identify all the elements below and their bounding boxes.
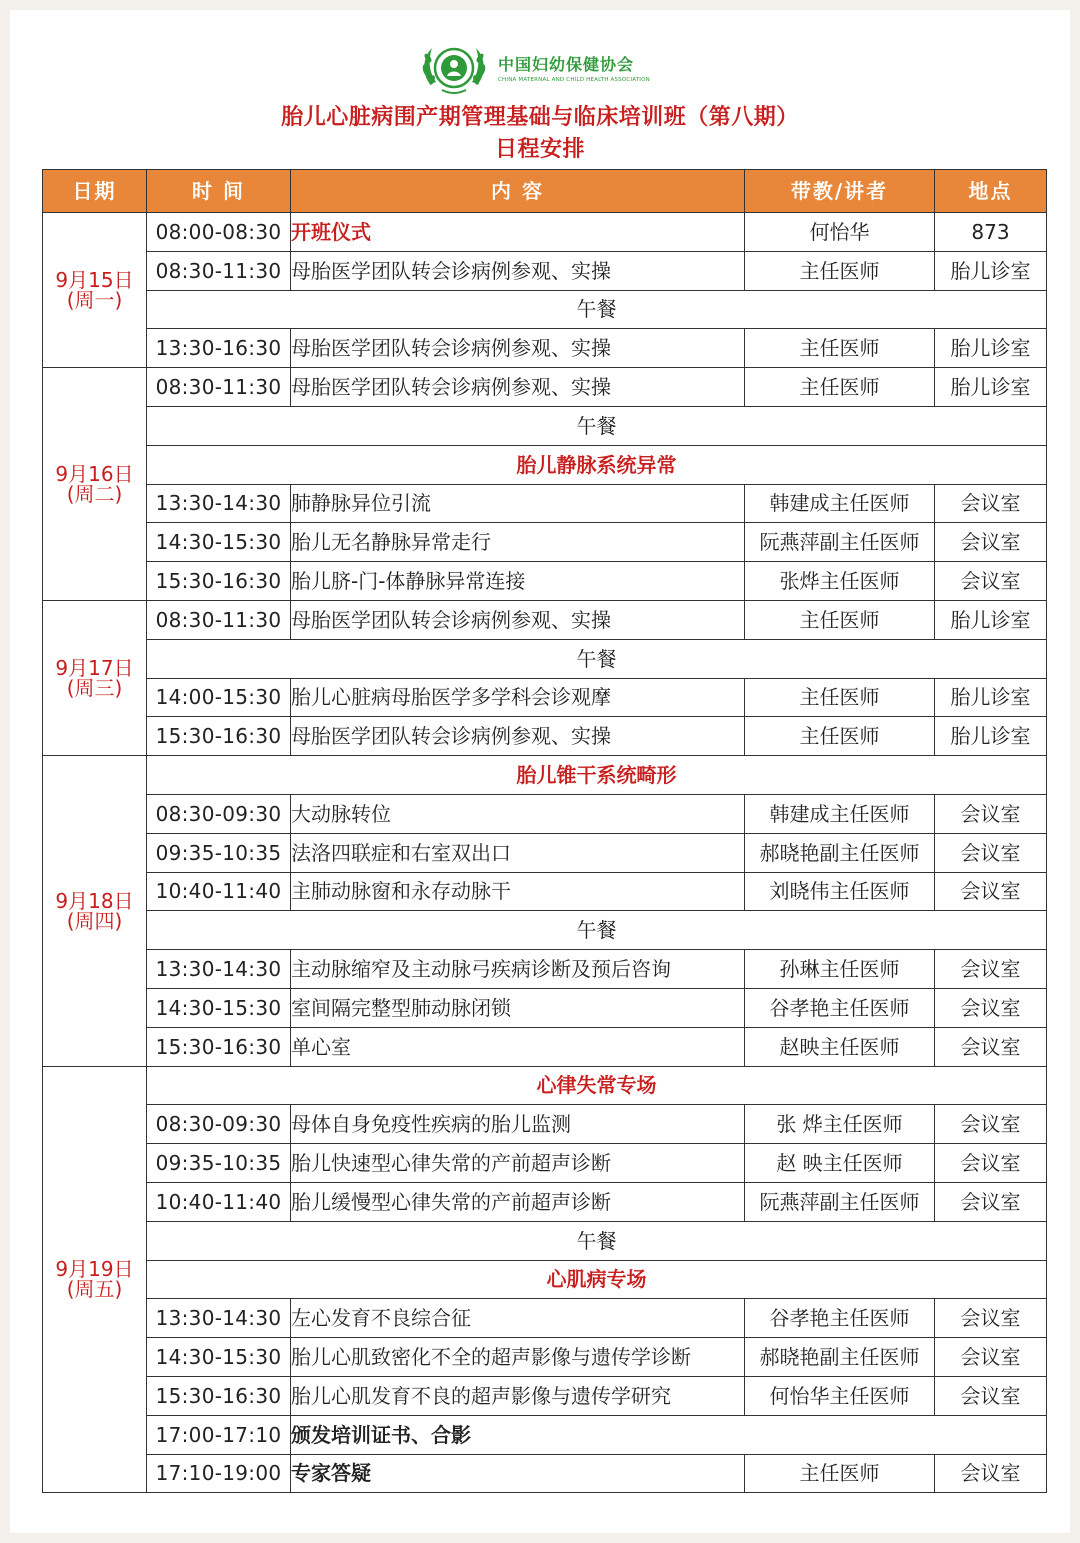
venue-cell: 会议室: [935, 988, 1047, 1027]
table-row: [43, 251, 1047, 290]
table-row: [43, 833, 1047, 872]
weekday-label: (周五): [66, 1277, 123, 1302]
venue-cell: 胎儿诊室: [935, 678, 1047, 717]
date-label: 9月17日: [55, 656, 134, 681]
time-cell: 13:30-14:30: [147, 950, 291, 989]
time-cell: 15:30-16:30: [147, 717, 291, 756]
table-row: [43, 523, 1047, 562]
speaker-cell: 郝晓艳副主任医师: [745, 1338, 935, 1377]
weekday-label: (周三): [66, 676, 123, 701]
table-row: [43, 1182, 1047, 1221]
section-heading: 胎儿静脉系统异常: [147, 445, 1047, 484]
time-cell: 08:30-09:30: [147, 1105, 291, 1144]
table-row: [43, 1027, 1047, 1066]
table-row: [43, 1415, 1047, 1454]
content-cell: 母胎医学团队转会诊病例参观、实操: [291, 251, 745, 290]
table-row: [43, 290, 1047, 329]
column-header-date: 日期: [43, 170, 147, 213]
venue-cell: 会议室: [935, 1144, 1047, 1183]
venue-cell: 胎儿诊室: [935, 251, 1047, 290]
time-cell: 13:30-16:30: [147, 329, 291, 368]
time-cell: 08:30-11:30: [147, 251, 291, 290]
date-label: 9月19日: [55, 1257, 134, 1282]
table-row: [43, 639, 1047, 678]
venue-cell: 会议室: [935, 872, 1047, 911]
page-subtitle: 日程安排: [494, 137, 585, 162]
table-row: [43, 600, 1047, 639]
table-row: [43, 794, 1047, 833]
content-cell: 胎儿心肌发育不良的超声影像与遗传学研究: [291, 1376, 745, 1415]
date-cell: [43, 600, 147, 755]
speaker-cell: 阮燕萍副主任医师: [745, 523, 935, 562]
speaker-cell: 阮燕萍副主任医师: [745, 1182, 935, 1221]
table-row: [43, 872, 1047, 911]
venue-cell: 会议室: [935, 833, 1047, 872]
table-row: [43, 1221, 1047, 1260]
time-cell: 17:10-19:00: [147, 1454, 291, 1493]
speaker-cell: 张 烨主任医师: [745, 1105, 935, 1144]
speaker-cell: 韩建成主任医师: [745, 484, 935, 523]
time-cell: 08:30-11:30: [147, 600, 291, 639]
table-row: [43, 756, 1047, 795]
table-row: [43, 1299, 1047, 1338]
schedule-body: [43, 213, 1047, 1493]
weekday-label: (周四): [66, 908, 123, 933]
venue-cell: 会议室: [935, 1376, 1047, 1415]
table-row: [43, 988, 1047, 1027]
time-cell: 14:30-15:30: [147, 988, 291, 1027]
table-row: [43, 1066, 1047, 1105]
venue-cell: 会议室: [935, 1182, 1047, 1221]
column-header-venue: 地点: [935, 170, 1047, 213]
venue-cell: 会议室: [935, 1105, 1047, 1144]
content-cell: 母体自身免疫性疾病的胎儿监测: [291, 1105, 745, 1144]
time-cell: 09:35-10:35: [147, 833, 291, 872]
section-heading: 胎儿锥干系统畸形: [147, 756, 1047, 795]
time-cell: 08:30-09:30: [147, 794, 291, 833]
column-header-content: 内 容: [291, 170, 745, 213]
content-cell: 母胎医学团队转会诊病例参观、实操: [291, 368, 745, 407]
venue-cell: 会议室: [935, 950, 1047, 989]
time-cell: 14:30-15:30: [147, 1338, 291, 1377]
speaker-cell: 主任医师: [745, 678, 935, 717]
content-cell: 胎儿快速型心律失常的产前超声诊断: [291, 1144, 745, 1183]
time-cell: 15:30-16:30: [147, 1027, 291, 1066]
speaker-cell: 赵 映主任医师: [745, 1144, 935, 1183]
content-cell: 母胎医学团队转会诊病例参观、实操: [291, 600, 745, 639]
schedule-page: [10, 10, 1070, 1533]
date-cell: [43, 213, 147, 368]
venue-cell: 胎儿诊室: [935, 329, 1047, 368]
speaker-cell: 赵映主任医师: [745, 1027, 935, 1066]
date-label: 9月18日: [55, 888, 134, 913]
table-row: [43, 406, 1047, 445]
speaker-cell: 主任医师: [745, 1454, 935, 1493]
logo-text-cn: 中国妇幼保健协会: [498, 55, 635, 74]
table-row: [43, 1144, 1047, 1183]
logo-text-en: CHINA MATERNAL AND CHILD HEALTH ASSOCIATION: [498, 77, 650, 83]
section-heading: 心律失常专场: [147, 1066, 1047, 1105]
content-cell: 母胎医学团队转会诊病例参观、实操: [291, 717, 745, 756]
table-header-row: [43, 170, 1047, 213]
content-cell: 胎儿无名静脉异常走行: [291, 523, 745, 562]
logo-text: [498, 52, 668, 83]
time-cell: 09:35-10:35: [147, 1144, 291, 1183]
table-row: [43, 678, 1047, 717]
content-cell: 专家答疑: [291, 1454, 745, 1493]
schedule-table: [42, 169, 1047, 1493]
speaker-cell: 刘晓伟主任医师: [745, 872, 935, 911]
venue-cell: 会议室: [935, 1299, 1047, 1338]
speaker-cell: 主任医师: [745, 368, 935, 407]
column-header-time: 时 间: [147, 170, 291, 213]
table-row: [43, 1376, 1047, 1415]
content-cell: 单心室: [291, 1027, 745, 1066]
venue-cell: 会议室: [935, 794, 1047, 833]
time-cell: 10:40-11:40: [147, 872, 291, 911]
content-cell: 肺静脉异位引流: [291, 484, 745, 523]
association-emblem-icon: [420, 40, 488, 96]
association-logo: [420, 40, 660, 96]
content-cell: 大动脉转位: [291, 794, 745, 833]
speaker-cell: 何怡华主任医师: [745, 1376, 935, 1415]
venue-cell: 胎儿诊室: [935, 368, 1047, 407]
venue-cell: 873: [935, 213, 1047, 252]
venue-cell: 胎儿诊室: [935, 600, 1047, 639]
date-cell: [43, 1066, 147, 1493]
content-cell: 左心发育不良综合征: [291, 1299, 745, 1338]
table-row: [43, 911, 1047, 950]
speaker-cell: 张烨主任医师: [745, 562, 935, 601]
speaker-cell: 郝晓艳副主任医师: [745, 833, 935, 872]
time-cell: 08:00-08:30: [147, 213, 291, 252]
content-cell: 胎儿心肌致密化不全的超声影像与遗传学诊断: [291, 1338, 745, 1377]
speaker-cell: 孙琳主任医师: [745, 950, 935, 989]
content-cell: 颁发培训证书、合影: [291, 1415, 1047, 1454]
speaker-cell: 主任医师: [745, 251, 935, 290]
date-cell: [43, 368, 147, 601]
content-cell: 主肺动脉窗和永存动脉干: [291, 872, 745, 911]
date-label: 9月15日: [55, 268, 134, 293]
time-cell: 14:00-15:30: [147, 678, 291, 717]
time-cell: 08:30-11:30: [147, 368, 291, 407]
column-header-speaker: 带教/讲者: [745, 170, 935, 213]
section-heading: 心肌病专场: [147, 1260, 1047, 1299]
venue-cell: 会议室: [935, 1027, 1047, 1066]
date-label: 9月16日: [55, 462, 134, 487]
content-cell: 法洛四联症和右室双出口: [291, 833, 745, 872]
venue-cell: 会议室: [935, 1338, 1047, 1377]
lunch-break-cell: 午餐: [147, 639, 1047, 678]
speaker-cell: 主任医师: [745, 600, 935, 639]
lunch-break-cell: 午餐: [147, 406, 1047, 445]
content-cell: 母胎医学团队转会诊病例参观、实操: [291, 329, 745, 368]
lunch-break-cell: 午餐: [147, 911, 1047, 950]
table-row: [43, 213, 1047, 252]
time-cell: 15:30-16:30: [147, 562, 291, 601]
venue-cell: 会议室: [935, 484, 1047, 523]
speaker-cell: 韩建成主任医师: [745, 794, 935, 833]
table-row: [43, 445, 1047, 484]
table-row: [43, 1338, 1047, 1377]
table-row: [43, 1260, 1047, 1299]
time-cell: 10:40-11:40: [147, 1182, 291, 1221]
venue-cell: 胎儿诊室: [935, 717, 1047, 756]
venue-cell: 会议室: [935, 1454, 1047, 1493]
lunch-break-cell: 午餐: [147, 1221, 1047, 1260]
time-cell: 15:30-16:30: [147, 1376, 291, 1415]
time-cell: 17:00-17:10: [147, 1415, 291, 1454]
lunch-break-cell: 午餐: [147, 290, 1047, 329]
page-title: 胎儿心脏病围产期管理基础与临床培训班（第八期）: [281, 105, 799, 130]
page-header: [10, 40, 1070, 170]
content-cell: 开班仪式: [291, 213, 745, 252]
content-cell: 胎儿缓慢型心律失常的产前超声诊断: [291, 1182, 745, 1221]
speaker-cell: 主任医师: [745, 717, 935, 756]
table-row: [43, 562, 1047, 601]
content-cell: 室间隔完整型肺动脉闭锁: [291, 988, 745, 1027]
speaker-cell: 主任医师: [745, 329, 935, 368]
weekday-label: (周二): [66, 482, 123, 507]
time-cell: 13:30-14:30: [147, 1299, 291, 1338]
date-cell: [43, 756, 147, 1066]
weekday-label: (周一): [66, 288, 123, 313]
content-cell: 胎儿脐-门-体静脉异常连接: [291, 562, 745, 601]
content-cell: 主动脉缩窄及主动脉弓疾病诊断及预后咨询: [291, 950, 745, 989]
table-row: [43, 1454, 1047, 1493]
venue-cell: 会议室: [935, 562, 1047, 601]
time-cell: 13:30-14:30: [147, 484, 291, 523]
table-row: [43, 368, 1047, 407]
speaker-cell: 谷孝艳主任医师: [745, 988, 935, 1027]
speaker-cell: 何怡华: [745, 213, 935, 252]
content-cell: 胎儿心脏病母胎医学多学科会诊观摩: [291, 678, 745, 717]
table-row: [43, 717, 1047, 756]
time-cell: 14:30-15:30: [147, 523, 291, 562]
venue-cell: 会议室: [935, 523, 1047, 562]
table-row: [43, 1105, 1047, 1144]
speaker-cell: 谷孝艳主任医师: [745, 1299, 935, 1338]
table-row: [43, 329, 1047, 368]
table-row: [43, 950, 1047, 989]
table-row: [43, 484, 1047, 523]
